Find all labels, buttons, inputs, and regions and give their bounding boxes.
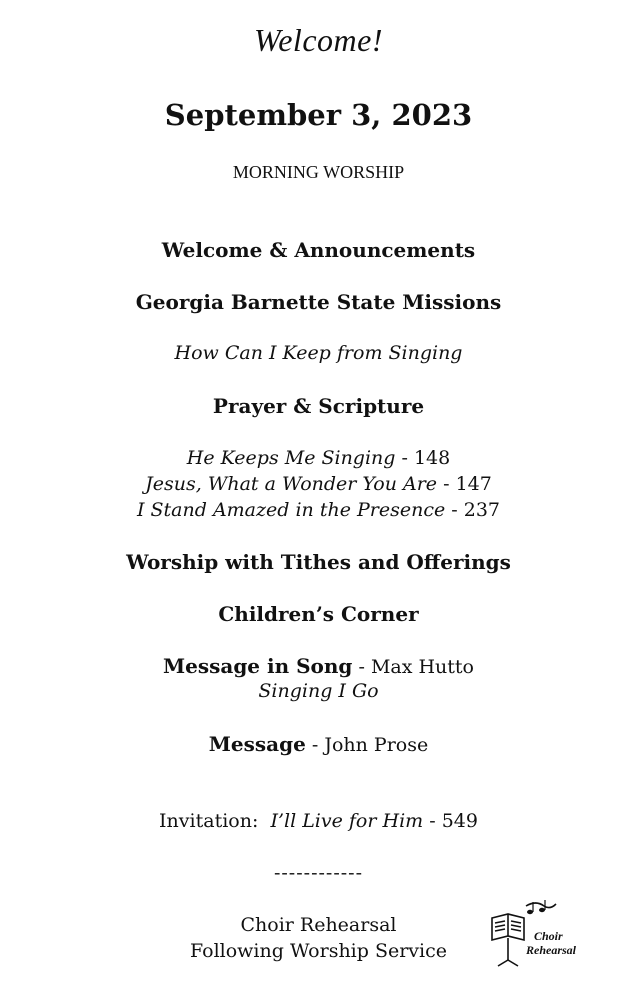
choir-rehearsal-line: Choir Rehearsal [240,914,397,936]
tithes-offerings: Worship with Tithes and Offerings [126,550,511,574]
message-in-song-label: Message in Song [162,654,353,678]
choir-rehearsal-icon [486,896,582,968]
service-name: MORNING WORSHIP [232,162,405,182]
service-date: September 3, 2023 [164,98,473,132]
message-label: Message [208,732,306,756]
choir-icon-text-2: Rehearsal [526,943,577,957]
message-person: John Prose [324,734,429,756]
choir-icon-text-1: Choir [534,929,563,943]
hymn-title: I Stand Amazed in the Presence [136,499,446,521]
invitation-number: 549 [441,810,478,832]
message-in-song-person: Max Hutto [370,656,474,678]
hymn-title: He Keeps Me Singing [186,447,396,469]
message: Message - John Prose [208,732,429,756]
hymn-number: 148 [413,447,451,469]
childrens-corner: Children’s Corner [218,602,419,626]
message-song-title: Singing I Go [258,680,379,702]
separator: ------------ [273,862,364,884]
following-service-line: Following Worship Service [189,940,448,962]
welcome-announcements: Welcome & Announcements [161,238,476,262]
welcome-heading: Welcome! [254,22,383,58]
invitation-title: I’ll Live for Him [270,810,424,832]
hymn-148: He Keeps Me Singing - 148 [186,447,451,469]
state-missions: Georgia Barnette State Missions [135,290,502,314]
hymn-237: I Stand Amazed in the Presence - 237 [136,499,500,521]
hymn-number: 237 [463,499,500,521]
invitation-label: Invitation: [159,810,259,832]
prayer-scripture: Prayer & Scripture [212,394,425,418]
hymn-147: Jesus, What a Wonder You Are - 147 [145,473,492,495]
song-how-can-i-keep: How Can I Keep from Singing [174,342,463,364]
hymn-number: 147 [455,473,492,495]
invitation: Invitation: I’ll Live for Him - 549 [159,810,478,832]
hymn-title: Jesus, What a Wonder You Are [145,473,438,495]
message-in-song: Message in Song - Max Hutto [162,654,474,678]
